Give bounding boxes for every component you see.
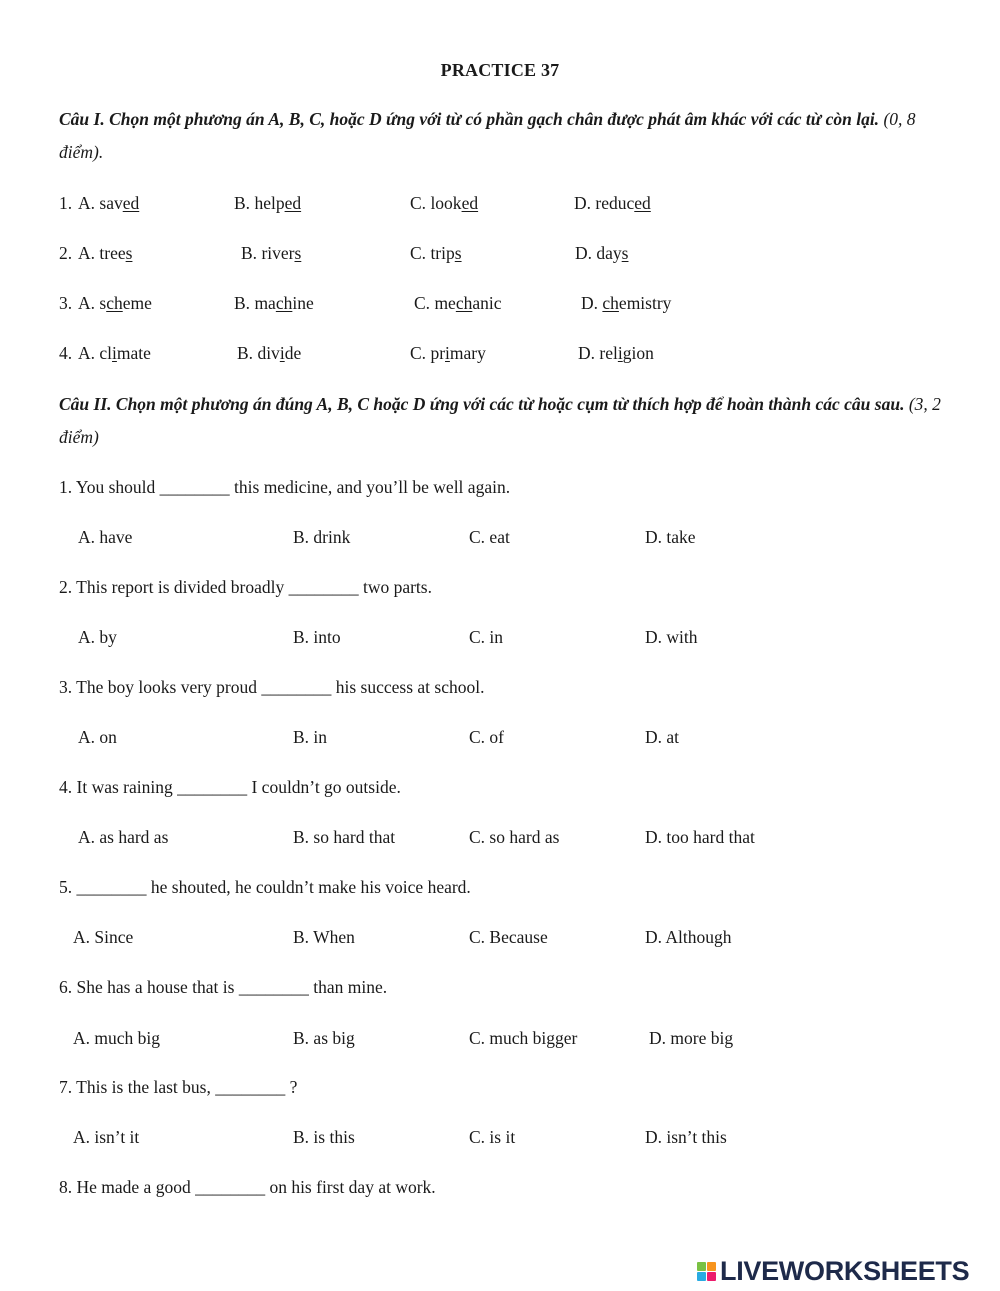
underlined-part: i [445,343,450,363]
answer-option[interactable]: B. is this [293,1127,355,1147]
question-number: 4. [59,343,73,363]
word-part: mary [449,343,486,363]
underlined-part: ed [284,193,302,213]
answer-option[interactable]: B. When [293,927,355,947]
word-part: trip [430,243,455,263]
answer-option[interactable]: A. by [78,627,117,647]
answer-option[interactable]: A. have [78,527,133,547]
underlined-part: i [112,343,117,363]
word-part: help [254,193,285,213]
word-part: gion [622,343,654,363]
section2-instruction: Câu II. Chọn một phương án đúng A, B, C hoặc D ứng với các từ hoặc cụm từ thích hợp để hoàn thành các câu sau. [59,394,905,414]
underlined-part: ed [634,193,651,213]
word-part: emistry [618,293,672,313]
word-part: mate [116,343,151,363]
word-part: sav [99,193,123,213]
option-letter: B. [234,293,251,313]
answer-option[interactable]: B. in [293,727,328,747]
answer-option[interactable] [575,243,628,264]
answer-option[interactable] [581,293,671,314]
underlined-part: ch [106,293,123,313]
answer-option[interactable] [410,193,478,214]
answer-option[interactable]: C. much bigger [469,1028,578,1048]
answer-option[interactable] [574,193,651,214]
answer-option[interactable]: D. at [645,727,680,747]
answer-option[interactable]: B. drink [293,527,351,547]
underlined-part: ed [461,193,479,213]
question-text: 5. ________ he shouted, he couldn’t make his voice heard. [59,877,471,897]
question-number: 2. [59,243,73,263]
option-letter: A. [78,343,96,363]
answer-option[interactable]: C. is it [469,1127,516,1147]
answer-option[interactable]: D. isn’t this [645,1127,727,1147]
question-text: 7. This is the last bus, ________ ? [59,1077,298,1097]
answer-option[interactable] [78,343,151,364]
answer-option[interactable] [78,193,139,214]
underlined-part: ch [275,293,293,313]
word-part: pr [430,343,446,363]
option-letter: A. [78,243,96,263]
underlined-part: s [621,243,629,263]
word-part: cl [99,343,113,363]
answer-option[interactable]: D. take [645,527,696,547]
answer-option[interactable]: A. isn’t it [73,1127,140,1147]
answer-option[interactable]: A. much big [73,1028,161,1048]
option-letter: C. [410,243,427,263]
underlined-part: s [454,243,462,263]
word-part: div [257,343,280,363]
answer-option[interactable]: C. in [469,627,504,647]
option-letter: A. [78,193,96,213]
answer-option[interactable] [414,293,502,314]
question-text: 1. You should ________ this medicine, and you’ll be well again. [59,477,511,497]
question-text: 3. The boy looks very proud ________ his success at school. [59,677,485,697]
option-letter: D. [581,293,599,313]
word-part: day [596,243,622,263]
word-part: look [430,193,462,213]
question-text: 2. This report is divided broadly ________ two parts. [59,577,432,597]
option-letter: B. [237,343,254,363]
word-part: rel [599,343,618,363]
answer-option[interactable] [237,343,301,364]
option-letter: C. [410,193,427,213]
option-letter: D. [578,343,596,363]
option-letter: D. [575,243,593,263]
answer-option[interactable]: A. on [78,727,117,747]
word-part: tree [99,243,126,263]
underlined-part: i [617,343,623,363]
liveworksheets-logo-icon [697,1262,716,1281]
word-part: de [284,343,302,363]
underlined-part: s [294,243,302,263]
word-part: me [434,293,456,313]
answer-option[interactable]: A. as hard as [78,827,169,847]
answer-option[interactable]: D. more big [649,1028,734,1048]
question-number: 1. [59,193,73,213]
word-part: river [261,243,295,263]
underlined-part: ch [602,293,619,313]
answer-option[interactable]: B. as big [293,1028,355,1048]
answer-option[interactable]: C. Because [469,927,548,947]
answer-option[interactable]: B. into [293,627,341,647]
underlined-part: ed [122,193,140,213]
logo-text: LIVEWORKSHEETS [720,1255,970,1286]
option-letter: B. [234,193,251,213]
question-text: 6. She has a house that is ________ than mine. [59,977,388,997]
liveworksheets-logo[interactable] [697,1256,969,1286]
section1-points: (0, 8 điểm). [59,109,916,162]
section2-points: (3, 2 điểm) [59,394,941,447]
answer-option[interactable] [234,193,301,214]
answer-option[interactable] [234,293,314,314]
answer-option[interactable] [78,293,152,314]
option-letter: A. [78,293,96,313]
word-part: s [99,293,107,313]
section1-instruction: Câu I. Chọn một phương án A, B, C, hoặc D ứng với từ có phần gạch chân được phát âm khác với các từ còn lại. [59,109,880,129]
answer-option[interactable]: B. so hard that [293,827,396,847]
word-part: eme [122,293,152,313]
option-letter: B. [241,243,258,263]
underlined-part: s [125,243,133,263]
answer-option[interactable] [410,243,462,264]
answer-option[interactable] [410,343,486,364]
question-text: 8. He made a good ________ on his first day at work. [59,1177,436,1197]
answer-option[interactable]: A. Since [73,927,134,947]
question-number: 3. [59,293,73,313]
option-letter: D. [574,193,592,213]
answer-option[interactable]: D. with [645,627,698,647]
underlined-part: i [279,343,285,363]
section2-heading [59,388,949,454]
page-title: PRACTICE 37 [440,60,560,80]
section1-heading [59,103,949,169]
answer-option[interactable]: C. eat [469,527,510,547]
answer-option[interactable]: C. so hard as [469,827,560,847]
word-part: ma [254,293,276,313]
answer-option[interactable] [241,243,301,264]
option-letter: C. [410,343,427,363]
word-part: anic [472,293,502,313]
answer-option[interactable]: C. of [469,727,504,747]
option-letter: C. [414,293,431,313]
answer-option[interactable] [78,243,132,264]
answer-option[interactable]: D. Although [645,927,732,947]
underlined-part: ch [455,293,473,313]
answer-option[interactable]: D. too hard that [645,827,755,847]
word-part: ine [292,293,314,313]
answer-option[interactable] [578,343,654,364]
question-text: 4. It was raining ________ I couldn’t go outside. [59,777,401,797]
word-part: reduc [595,193,635,213]
